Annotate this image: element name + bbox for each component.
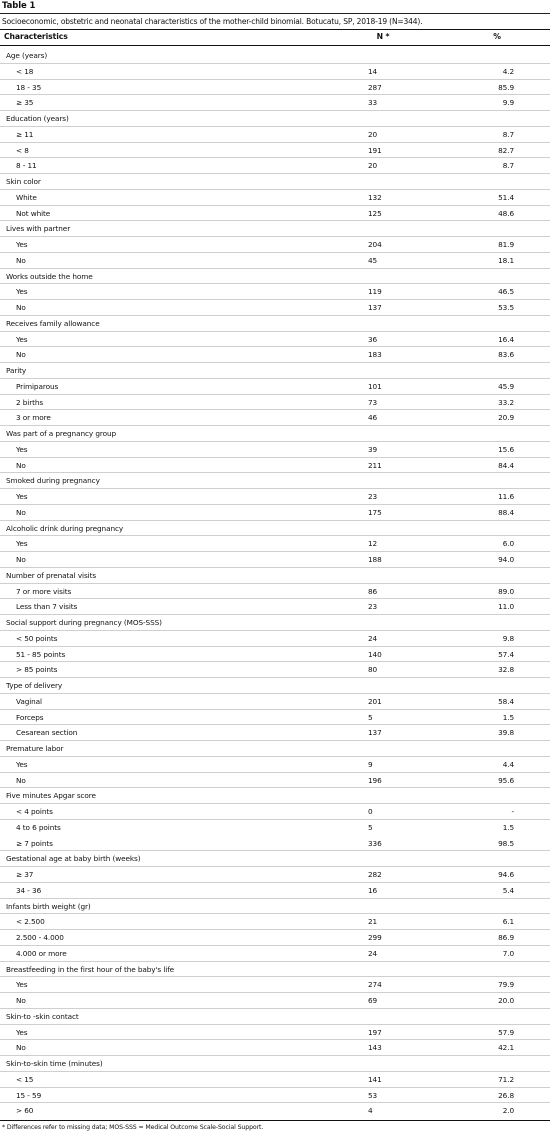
header-percent: % <box>493 32 501 41</box>
table-row <box>0 883 550 899</box>
row-label: 7 or more visits <box>16 586 72 596</box>
row-label: < 15 <box>16 1074 34 1084</box>
header-top-rule <box>0 29 550 30</box>
category-row <box>0 48 550 64</box>
row-label: Vaginal <box>16 696 42 706</box>
table-footnote: * Differences refer to missing data; MOS-SSS = Medical Outcome Scale-Social Support. <box>2 1124 264 1131</box>
row-label: 4 to 6 points <box>16 822 61 832</box>
cell-percent: 18.1 <box>498 255 514 265</box>
row-label: < 18 <box>16 66 34 76</box>
table-row <box>0 536 550 552</box>
category-row <box>0 962 550 978</box>
cell-percent: 9.8 <box>502 633 514 643</box>
category-label: Works outside the home <box>6 271 93 281</box>
cell-n: 12 <box>368 539 378 549</box>
category-row <box>0 269 550 285</box>
cell-n: 5 <box>368 712 373 722</box>
cell-percent: 2.0 <box>502 1106 514 1116</box>
row-label: ≥ 7 points <box>16 838 53 848</box>
table-row <box>0 410 550 426</box>
cell-percent: 39.8 <box>498 728 514 738</box>
table-row <box>0 836 550 852</box>
cell-n: 299 <box>368 933 382 942</box>
category-row <box>0 426 550 442</box>
category-row <box>0 521 550 537</box>
table-row <box>0 820 550 836</box>
row-label: ≥ 37 <box>16 870 34 879</box>
cell-n: 53 <box>368 1090 378 1100</box>
cell-percent: 51.4 <box>498 192 514 202</box>
table-row <box>0 977 550 993</box>
cell-percent: 20.0 <box>498 996 514 1005</box>
category-row <box>0 851 550 867</box>
cell-n: 80 <box>368 665 378 675</box>
cell-percent: 1.5 <box>502 712 514 722</box>
row-label: No <box>16 460 26 470</box>
category-label: Skin-to -skin contact <box>6 1011 79 1021</box>
cell-percent: 26.8 <box>498 1090 514 1100</box>
cell-n: 125 <box>368 208 382 218</box>
cell-n: 69 <box>368 996 378 1005</box>
table-caption: Socioeconomic, obstetric and neonatal characteristics of the mother-child binomial. Botucatu, SP, 2018-19 (N=344). <box>2 17 423 26</box>
row-label: Cesarean section <box>16 728 78 738</box>
header-characteristics: Characteristics <box>4 32 68 41</box>
cell-n: 188 <box>368 555 382 564</box>
top-rule <box>0 13 550 14</box>
cell-n: 132 <box>368 192 382 202</box>
category-label: Receives family allowance <box>6 318 100 328</box>
cell-percent: 16.4 <box>498 334 514 344</box>
cell-percent: 6.1 <box>502 917 514 927</box>
cell-percent: 33.2 <box>498 397 514 407</box>
row-label: Yes <box>16 759 28 769</box>
cell-percent: 1.5 <box>502 822 514 832</box>
category-label: Age (years) <box>6 51 48 60</box>
row-label: Primiparous <box>16 381 59 391</box>
category-row <box>0 899 550 915</box>
table-bottom-rule <box>0 1120 550 1121</box>
cell-n: 137 <box>368 303 382 312</box>
cell-n: 336 <box>368 838 382 848</box>
table-label: Table 1 <box>2 1 36 11</box>
table-row <box>0 300 550 316</box>
row-label: No <box>16 1043 26 1053</box>
header-bottom-rule <box>0 45 550 46</box>
cell-n: 4 <box>368 1106 373 1116</box>
table-row <box>0 237 550 253</box>
table-row <box>0 489 550 505</box>
cell-n: 0 <box>368 807 373 816</box>
cell-percent: 71.2 <box>498 1074 514 1084</box>
table-row <box>0 552 550 568</box>
cell-n: 23 <box>368 492 378 501</box>
cell-n: 16 <box>368 885 378 895</box>
cell-percent: 57.4 <box>498 649 514 659</box>
cell-n: 86 <box>368 586 378 596</box>
category-label: Social support during pregnancy (MOS-SSS) <box>6 618 162 627</box>
table-row <box>0 930 550 946</box>
table-row <box>0 458 550 474</box>
row-label: > 60 <box>16 1106 34 1116</box>
row-label: No <box>16 555 26 564</box>
category-row <box>0 174 550 190</box>
table-row <box>0 127 550 143</box>
cell-n: 101 <box>368 381 382 391</box>
row-label: Yes <box>16 444 28 454</box>
row-label: Forceps <box>16 712 44 722</box>
table-row <box>0 584 550 600</box>
cell-n: 137 <box>368 728 382 738</box>
cell-percent: - <box>511 807 514 816</box>
row-label: Yes <box>16 492 28 501</box>
cell-n: 45 <box>368 255 378 265</box>
row-label: Yes <box>16 240 28 249</box>
cell-percent: 94.6 <box>498 870 514 879</box>
row-label: Not white <box>16 208 51 218</box>
row-label: Yes <box>16 980 28 990</box>
category-label: Breastfeeding in the first hour of the baby's life <box>6 964 175 974</box>
table-row <box>0 993 550 1009</box>
cell-percent: 53.5 <box>498 303 514 312</box>
cell-n: 36 <box>368 334 378 344</box>
cell-n: 274 <box>368 980 382 990</box>
row-label: No <box>16 303 26 312</box>
cell-percent: 89.0 <box>498 586 514 596</box>
row-label: Less than 7 visits <box>16 602 78 612</box>
table-row <box>0 505 550 521</box>
cell-n: 39 <box>368 444 378 454</box>
cell-n: 24 <box>368 948 378 958</box>
row-label: No <box>16 255 26 265</box>
category-row <box>0 678 550 694</box>
cell-percent: 4.4 <box>502 759 514 769</box>
table-row <box>0 64 550 80</box>
cell-n: 175 <box>368 507 382 517</box>
table-row <box>0 206 550 222</box>
row-label: < 50 points <box>16 633 58 643</box>
cell-percent: 88.4 <box>498 507 514 517</box>
cell-percent: 57.9 <box>498 1027 514 1037</box>
category-label: Alcoholic drink during pregnancy <box>6 523 124 533</box>
row-label: No <box>16 350 26 360</box>
category-row <box>0 1009 550 1025</box>
category-row <box>0 111 550 127</box>
row-label: 18 - 35 <box>16 82 42 92</box>
table-header <box>0 32 550 44</box>
cell-n: 282 <box>368 870 382 879</box>
cell-percent: 20.9 <box>498 413 514 423</box>
row-label: Yes <box>16 1027 28 1037</box>
cell-percent: 46.5 <box>498 287 514 297</box>
cell-percent: 9.9 <box>502 98 514 108</box>
cell-n: 14 <box>368 66 378 76</box>
row-label: No <box>16 507 26 517</box>
category-label: Five minutes Apgar score <box>6 791 96 801</box>
table-row <box>0 662 550 678</box>
cell-n: 46 <box>368 413 378 423</box>
cell-n: 191 <box>368 145 382 155</box>
category-row <box>0 1056 550 1072</box>
row-label: ≥ 35 <box>16 98 34 108</box>
row-label: White <box>16 192 37 202</box>
table-row <box>0 395 550 411</box>
cell-percent: 82.7 <box>498 145 514 155</box>
row-label: > 85 points <box>16 665 58 675</box>
cell-n: 119 <box>368 287 382 297</box>
category-label: Was part of a pregnancy group <box>6 429 117 438</box>
table-row <box>0 694 550 710</box>
cell-percent: 8.7 <box>502 161 514 171</box>
table-row <box>0 347 550 363</box>
cell-percent: 5.4 <box>502 885 514 895</box>
category-label: Number of prenatal visits <box>6 570 97 580</box>
cell-n: 9 <box>368 759 373 769</box>
row-label: Yes <box>16 539 28 549</box>
cell-percent: 86.9 <box>498 933 514 942</box>
row-label: Yes <box>16 287 28 297</box>
category-row <box>0 363 550 379</box>
cell-percent: 85.9 <box>498 82 514 92</box>
cell-n: 73 <box>368 397 378 407</box>
cell-n: 24 <box>368 633 378 643</box>
table-row <box>0 332 550 348</box>
row-label: 4.000 or more <box>16 948 67 958</box>
category-row <box>0 568 550 584</box>
cell-percent: 32.8 <box>498 665 514 675</box>
category-label: Gestational age at baby birth (weeks) <box>6 854 141 864</box>
category-label: Skin-to-skin time (minutes) <box>6 1059 103 1068</box>
category-row <box>0 473 550 489</box>
cell-percent: 11.6 <box>498 492 514 501</box>
category-row <box>0 316 550 332</box>
cell-percent: 94.0 <box>498 555 514 564</box>
table-row <box>0 599 550 615</box>
cell-percent: 6.0 <box>502 539 514 549</box>
category-label: Infants birth weight (gr) <box>6 901 91 911</box>
cell-n: 21 <box>368 917 378 927</box>
category-label: Lives with partner <box>6 224 71 234</box>
category-row <box>0 741 550 757</box>
row-label: ≥ 11 <box>16 129 34 139</box>
cell-percent: 4.2 <box>502 66 514 76</box>
table-row <box>0 158 550 174</box>
table-row <box>0 757 550 773</box>
table-row <box>0 95 550 111</box>
table-row <box>0 442 550 458</box>
cell-percent: 8.7 <box>502 129 514 139</box>
category-label: Skin color <box>6 177 41 186</box>
row-label: 15 - 59 <box>16 1090 42 1100</box>
cell-percent: 11.0 <box>498 602 514 612</box>
table-row <box>0 725 550 741</box>
cell-n: 20 <box>368 161 378 171</box>
cell-n: 33 <box>368 98 378 108</box>
cell-percent: 15.6 <box>498 444 514 454</box>
table-row <box>0 914 550 930</box>
row-label: No <box>16 996 26 1005</box>
table-row <box>0 1088 550 1104</box>
table-body <box>0 48 550 1119</box>
category-label: Type of delivery <box>6 681 63 690</box>
row-label: 2 births <box>16 397 44 407</box>
row-label: 3 or more <box>16 413 51 423</box>
table-row <box>0 1072 550 1088</box>
table-row <box>0 647 550 663</box>
cell-percent: 48.6 <box>498 208 514 218</box>
table-row <box>0 773 550 789</box>
category-label: Parity <box>6 366 27 375</box>
cell-percent: 83.6 <box>498 350 514 360</box>
row-label: 34 - 36 <box>16 885 42 895</box>
category-row <box>0 615 550 631</box>
table-row <box>0 804 550 820</box>
table-row <box>0 190 550 206</box>
cell-percent: 79.9 <box>498 980 514 990</box>
cell-percent: 42.1 <box>498 1043 514 1053</box>
cell-n: 5 <box>368 822 373 832</box>
cell-percent: 7.0 <box>502 948 514 958</box>
cell-percent: 98.5 <box>498 838 514 848</box>
table-row <box>0 867 550 883</box>
cell-percent: 45.9 <box>498 381 514 391</box>
row-label: No <box>16 775 26 785</box>
row-label: < 8 <box>16 145 29 155</box>
cell-n: 287 <box>368 82 382 92</box>
cell-n: 183 <box>368 350 382 360</box>
table-row <box>0 1103 550 1119</box>
category-label: Premature labor <box>6 744 64 753</box>
row-label: 8 - 11 <box>16 161 37 171</box>
table-row <box>0 253 550 269</box>
cell-percent: 95.6 <box>498 775 514 785</box>
table-row <box>0 631 550 647</box>
cell-n: 140 <box>368 649 382 659</box>
category-label: Smoked during pregnancy <box>6 476 100 486</box>
category-row <box>0 788 550 804</box>
cell-n: 141 <box>368 1074 382 1084</box>
row-label: < 2.500 <box>16 917 45 927</box>
category-row <box>0 221 550 237</box>
row-label: 2.500 - 4.000 <box>16 933 64 942</box>
table-row <box>0 143 550 159</box>
category-label: Education (years) <box>6 114 69 123</box>
cell-n: 201 <box>368 696 382 706</box>
cell-n: 204 <box>368 240 382 249</box>
table-row <box>0 1025 550 1041</box>
cell-n: 196 <box>368 775 382 785</box>
cell-n: 143 <box>368 1043 382 1053</box>
table-row <box>0 284 550 300</box>
table-row <box>0 80 550 96</box>
table-row <box>0 710 550 726</box>
cell-n: 23 <box>368 602 378 612</box>
cell-percent: 81.9 <box>498 240 514 249</box>
table-row <box>0 946 550 962</box>
row-label: Yes <box>16 334 28 344</box>
cell-percent: 84.4 <box>498 460 514 470</box>
cell-n: 20 <box>368 129 378 139</box>
header-n: N * <box>376 32 390 41</box>
row-label: 51 - 85 points <box>16 649 66 659</box>
cell-percent: 58.4 <box>498 696 514 706</box>
table-row <box>0 379 550 395</box>
row-label: < 4 points <box>16 807 53 816</box>
cell-n: 197 <box>368 1027 382 1037</box>
cell-n: 211 <box>368 460 382 470</box>
table-row <box>0 1040 550 1056</box>
